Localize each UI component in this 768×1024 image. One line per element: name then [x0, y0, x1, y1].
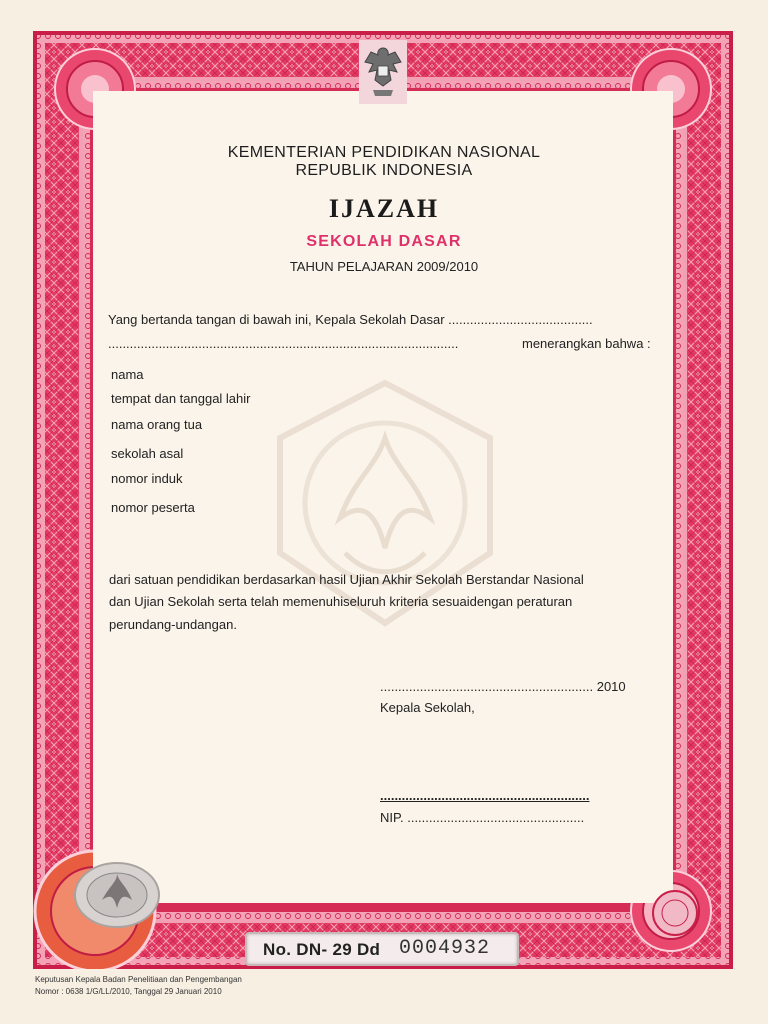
serial-prefix: No. DN- 29 Dd	[263, 940, 381, 959]
signature-date-line: ........................................................... 2010	[380, 679, 626, 694]
statement-line-2: dan Ujian Sekolah serta telah memenuhiseluruh kriteria sesuaidengan peraturan	[109, 594, 573, 609]
hologram-seal-icon	[72, 860, 162, 930]
signature-nip-line: NIP. .................................................	[380, 810, 585, 825]
intro-line-2-dots: .................................................................................................	[108, 336, 459, 351]
serial-number-box	[245, 932, 519, 966]
intro-line-1: Yang bertanda tangan di bawah ini, Kepala Sekolah Dasar ........................................	[108, 312, 593, 327]
school-year: TAHUN PELAJARAN 2009/2010	[289, 259, 479, 274]
field-label-parent: nama orang tua	[111, 417, 203, 432]
serial-number: 0004932	[399, 937, 491, 960]
statement-line-1: dari satuan pendidikan berdasarkan hasil Ujian Akhir Sekolah Berstandar Nasional	[109, 572, 584, 587]
intro-line-2-tail: menerangkan bahwa :	[522, 336, 651, 351]
field-label-nama: nama	[111, 367, 144, 382]
field-label-school: sekolah asal	[111, 446, 184, 461]
footnote-line-2: Nomor : 0638 1/G/LL/2010, Tanggal 29 Januari 2010	[35, 987, 222, 996]
country-name: REPUBLIK INDONESIA	[295, 162, 473, 179]
tut-wuri-handayani-watermark	[260, 378, 510, 628]
signature-role: Kepala Sekolah,	[380, 700, 475, 715]
field-label-birth: tempat dan tanggal lahir	[111, 391, 251, 406]
garuda-emblem-icon	[359, 40, 407, 104]
signature-name-line: ..........................................................	[380, 788, 590, 803]
field-label-exam-number: nomor peserta	[111, 500, 195, 515]
field-label-student-number: nomor induk	[111, 471, 183, 486]
statement-line-3: perundang-undangan.	[109, 617, 237, 632]
footnote-line-1: Keputusan Kepala Badan Penelitiaan dan Pengembangan	[35, 975, 242, 984]
stamp-seal-icon	[645, 888, 705, 938]
school-type: SEKOLAH DASAR	[306, 233, 462, 250]
ministry-name: KEMENTERIAN PENDIDIKAN NASIONAL	[227, 144, 541, 161]
document-title: IJAZAH	[328, 194, 440, 223]
